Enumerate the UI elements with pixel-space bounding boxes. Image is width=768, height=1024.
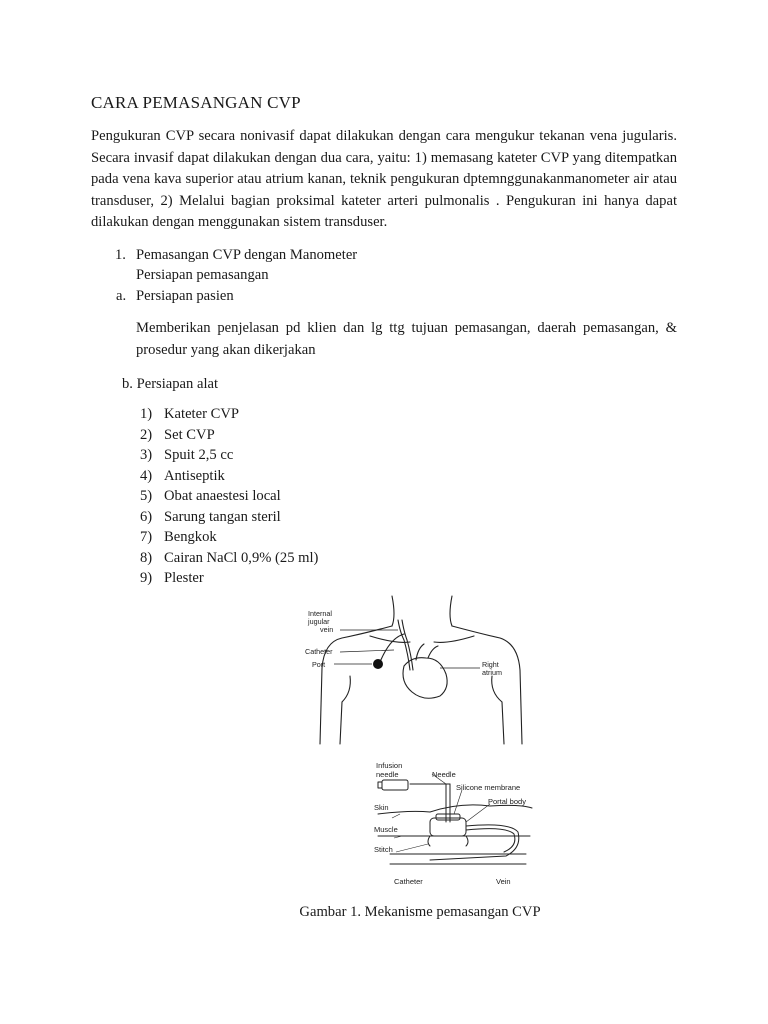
item-a-marker: a. [116, 288, 127, 304]
label-infusion-needle: needle [376, 770, 399, 779]
label-skin: Skin [374, 803, 389, 812]
label-portal-body: Portal body [488, 797, 526, 806]
label-stitch: Stitch [374, 845, 393, 854]
item-a-description: Memberikan penjelasan pd klien dan lg ttg tujuan pemasangan, daerah pemasangan, & prosedur yang akan dikerjakan [136, 320, 677, 358]
list-item: 7) Bengkok [140, 529, 217, 545]
list-item: 2) Set CVP [140, 426, 215, 443]
list-item: 3) Spuit 2,5 cc [140, 447, 234, 463]
label-internal: Internal [308, 609, 332, 618]
label-silicone-membrane: Silicone membrane [456, 783, 521, 792]
label-vein-bottom: Vein [496, 877, 511, 886]
label-vein: vein [320, 625, 334, 634]
label-infusion: Infusion [376, 761, 403, 770]
item-b-title: b. Persiapan alat [122, 376, 219, 392]
intro-paragraph: Pengukuran CVP secara nonivasif dapat dilakukan dengan cara mengukur tekanan vena jugularis. Secara invasif dapat dilakukan dengan dua cara, yaitu: 1) memasang kateter CVP yang ditempatkan pada vena kava superior atau atrium kanan, teknik pengukuran dptemnggunakanmanometer air atau transduser, 2) Melalui bagian proksimal kateter arteri pulmonalis . Pengukuran ini hanya dapat dilakukan dengan menggunakan sistem transduser. [91, 128, 677, 230]
label-catheter: Catheter [305, 647, 333, 656]
label-port: Port [312, 660, 326, 669]
list-item: 6) Sarung tangan steril [140, 508, 281, 525]
section-subtitle: Persiapan pemasangan [136, 267, 269, 283]
label-catheter-bottom: Catheter [394, 877, 423, 886]
list-item: 5) Obat anaestesi local [140, 488, 281, 504]
document-title: CARA PEMASANGAN CVP [91, 93, 301, 112]
port-crosssection-figure [370, 756, 536, 890]
item-a-title: Persiapan pasien [136, 288, 234, 304]
label-needle: Needle [432, 770, 456, 779]
section-number: 1. [115, 247, 126, 263]
tools-list [140, 404, 318, 589]
label-atrium: atrium [482, 668, 502, 677]
label-right: Right [482, 660, 499, 669]
list-item: 9) Plester [140, 570, 204, 586]
list-item: 1) Kateter CVP [140, 406, 239, 422]
list-item: 8) Cairan NaCl 0,9% (25 ml) [140, 549, 319, 566]
list-item: 4) Antiseptik [140, 467, 225, 484]
chest-anatomy-figure [300, 592, 530, 748]
label-jugular: jugular [308, 617, 330, 626]
section-title: Pemasangan CVP dengan Manometer [136, 247, 358, 263]
label-muscle: Muscle [374, 825, 398, 834]
figure-caption: Gambar 1. Mekanisme pemasangan CVP [299, 904, 541, 920]
